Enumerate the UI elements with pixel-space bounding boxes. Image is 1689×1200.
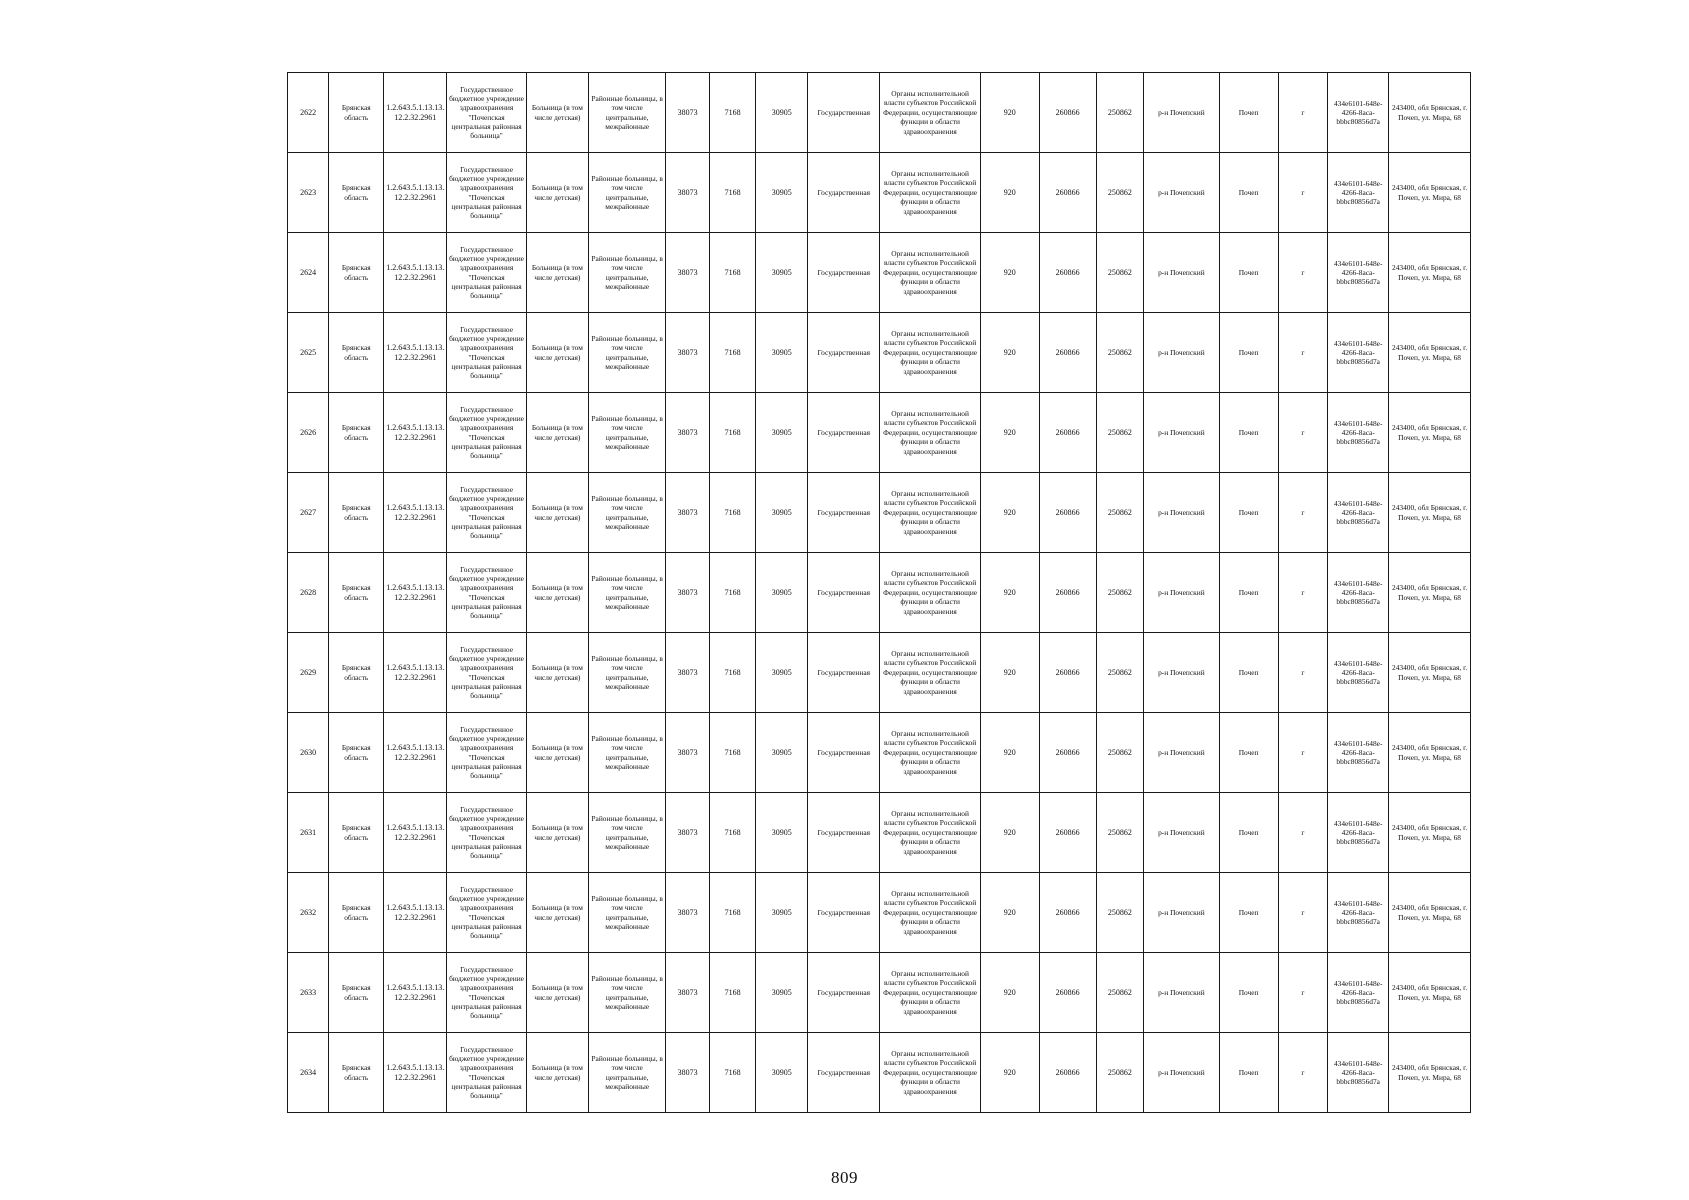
code-6-cell: 250862 — [1096, 953, 1144, 1033]
code-3-cell: 30905 — [756, 793, 808, 873]
authority-cell: Органы исполнительной власти субъектов Российской Федерации, осуществляющие функции в области здравоохранения — [880, 153, 980, 233]
facility-type-cell: Больница (в том числе детская) — [526, 473, 588, 553]
code-2-cell: 7168 — [709, 73, 756, 153]
code-4-cell: 920 — [980, 713, 1039, 793]
code-2-cell: 7168 — [709, 793, 756, 873]
code-1-cell: 38073 — [666, 73, 709, 153]
code-2-cell: 7168 — [709, 153, 756, 233]
row-number: 2623 — [288, 153, 329, 233]
city-cell: Почеп — [1219, 873, 1278, 953]
district-cell: р-н Почепский — [1144, 473, 1219, 553]
locality-type-cell: г — [1278, 873, 1328, 953]
code-6-cell: 250862 — [1096, 633, 1144, 713]
guid-cell: 434e6101-648e-4266-8aca-bbbc80856d7a — [1328, 553, 1389, 633]
facility-type-cell: Больница (в том числе детская) — [526, 553, 588, 633]
district-cell: р-н Почепский — [1144, 793, 1219, 873]
institution-name-cell: Государственное бюджетное учреждение здравоохранения "Почепская центральная районная больница" — [447, 153, 527, 233]
facility-subtype-cell: Районные больницы, в том числе центральные, межрайонные — [588, 473, 666, 553]
code-3-cell: 30905 — [756, 393, 808, 473]
facility-type-cell: Больница (в том числе детская) — [526, 73, 588, 153]
code-3-cell: 30905 — [756, 1033, 808, 1113]
guid-cell: 434e6101-648e-4266-8aca-bbbc80856d7a — [1328, 713, 1389, 793]
code-6-cell: 250862 — [1096, 793, 1144, 873]
city-cell: Почеп — [1219, 393, 1278, 473]
row-number: 2634 — [288, 1033, 329, 1113]
region-cell: Брянская область — [329, 793, 384, 873]
authority-cell: Органы исполнительной власти субъектов Российской Федерации, осуществляющие функции в области здравоохранения — [880, 553, 980, 633]
district-cell: р-н Почепский — [1144, 873, 1219, 953]
facility-type-cell: Больница (в том числе детская) — [526, 713, 588, 793]
oid-code-cell: 1.2.643.5.1.13.13.12.2.32.2961 — [384, 713, 447, 793]
facility-subtype-cell: Районные больницы, в том числе центральные, межрайонные — [588, 313, 666, 393]
code-6-cell: 250862 — [1096, 1033, 1144, 1113]
oid-code-cell: 1.2.643.5.1.13.13.12.2.32.2961 — [384, 1033, 447, 1113]
code-2-cell: 7168 — [709, 233, 756, 313]
address-cell: 243400, обл Брянская, г. Почеп, ул. Мира, 68 — [1389, 313, 1471, 393]
ownership-cell: Государственная — [808, 953, 880, 1033]
facility-subtype-cell: Районные больницы, в том числе центральные, межрайонные — [588, 713, 666, 793]
code-5-cell: 260866 — [1039, 473, 1096, 553]
row-number: 2631 — [288, 793, 329, 873]
code-4-cell: 920 — [980, 73, 1039, 153]
region-cell: Брянская область — [329, 633, 384, 713]
code-4-cell: 920 — [980, 393, 1039, 473]
address-cell: 243400, обл Брянская, г. Почеп, ул. Мира, 68 — [1389, 713, 1471, 793]
ownership-cell: Государственная — [808, 73, 880, 153]
guid-cell: 434e6101-648e-4266-8aca-bbbc80856d7a — [1328, 793, 1389, 873]
institution-name-cell: Государственное бюджетное учреждение здравоохранения "Почепская центральная районная больница" — [447, 1033, 527, 1113]
code-2-cell: 7168 — [709, 1033, 756, 1113]
authority-cell: Органы исполнительной власти субъектов Российской Федерации, осуществляющие функции в области здравоохранения — [880, 393, 980, 473]
guid-cell: 434e6101-648e-4266-8aca-bbbc80856d7a — [1328, 153, 1389, 233]
oid-code-cell: 1.2.643.5.1.13.13.12.2.32.2961 — [384, 153, 447, 233]
table-row — [288, 73, 1471, 153]
code-1-cell: 38073 — [666, 873, 709, 953]
registry-sheet — [287, 72, 1471, 1113]
code-3-cell: 30905 — [756, 233, 808, 313]
authority-cell: Органы исполнительной власти субъектов Российской Федерации, осуществляющие функции в области здравоохранения — [880, 1033, 980, 1113]
city-cell: Почеп — [1219, 153, 1278, 233]
guid-cell: 434e6101-648e-4266-8aca-bbbc80856d7a — [1328, 73, 1389, 153]
region-cell: Брянская область — [329, 953, 384, 1033]
table-row — [288, 713, 1471, 793]
facility-type-cell: Больница (в том числе детская) — [526, 793, 588, 873]
region-cell: Брянская область — [329, 553, 384, 633]
ownership-cell: Государственная — [808, 153, 880, 233]
page-number: 809 — [831, 1168, 858, 1187]
authority-cell: Органы исполнительной власти субъектов Российской Федерации, осуществляющие функции в области здравоохранения — [880, 633, 980, 713]
code-5-cell: 260866 — [1039, 313, 1096, 393]
ownership-cell: Государственная — [808, 713, 880, 793]
facility-type-cell: Больница (в том числе детская) — [526, 873, 588, 953]
region-cell: Брянская область — [329, 713, 384, 793]
facility-subtype-cell: Районные больницы, в том числе центральные, межрайонные — [588, 393, 666, 473]
row-number: 2627 — [288, 473, 329, 553]
code-6-cell: 250862 — [1096, 233, 1144, 313]
oid-code-cell: 1.2.643.5.1.13.13.12.2.32.2961 — [384, 553, 447, 633]
district-cell: р-н Почепский — [1144, 233, 1219, 313]
address-cell: 243400, обл Брянская, г. Почеп, ул. Мира, 68 — [1389, 473, 1471, 553]
code-4-cell: 920 — [980, 953, 1039, 1033]
code-1-cell: 38073 — [666, 233, 709, 313]
locality-type-cell: г — [1278, 633, 1328, 713]
guid-cell: 434e6101-648e-4266-8aca-bbbc80856d7a — [1328, 313, 1389, 393]
institution-name-cell: Государственное бюджетное учреждение здравоохранения "Почепская центральная районная больница" — [447, 393, 527, 473]
district-cell: р-н Почепский — [1144, 953, 1219, 1033]
code-6-cell: 250862 — [1096, 313, 1144, 393]
ownership-cell: Государственная — [808, 633, 880, 713]
locality-type-cell: г — [1278, 393, 1328, 473]
facility-type-cell: Больница (в том числе детская) — [526, 1033, 588, 1113]
row-number: 2630 — [288, 713, 329, 793]
code-1-cell: 38073 — [666, 953, 709, 1033]
code-6-cell: 250862 — [1096, 553, 1144, 633]
row-number: 2622 — [288, 73, 329, 153]
facility-type-cell: Больница (в том числе детская) — [526, 393, 588, 473]
district-cell: р-н Почепский — [1144, 393, 1219, 473]
address-cell: 243400, обл Брянская, г. Почеп, ул. Мира, 68 — [1389, 1033, 1471, 1113]
code-3-cell: 30905 — [756, 153, 808, 233]
institution-name-cell: Государственное бюджетное учреждение здравоохранения "Почепская центральная районная больница" — [447, 793, 527, 873]
facility-type-cell: Больница (в том числе детская) — [526, 153, 588, 233]
code-6-cell: 250862 — [1096, 393, 1144, 473]
authority-cell: Органы исполнительной власти субъектов Российской Федерации, осуществляющие функции в области здравоохранения — [880, 313, 980, 393]
code-3-cell: 30905 — [756, 873, 808, 953]
code-1-cell: 38073 — [666, 633, 709, 713]
oid-code-cell: 1.2.643.5.1.13.13.12.2.32.2961 — [384, 873, 447, 953]
table-row — [288, 313, 1471, 393]
institution-name-cell: Государственное бюджетное учреждение здравоохранения "Почепская центральная районная больница" — [447, 73, 527, 153]
locality-type-cell: г — [1278, 313, 1328, 393]
city-cell: Почеп — [1219, 1033, 1278, 1113]
code-4-cell: 920 — [980, 473, 1039, 553]
locality-type-cell: г — [1278, 1033, 1328, 1113]
oid-code-cell: 1.2.643.5.1.13.13.12.2.32.2961 — [384, 313, 447, 393]
authority-cell: Органы исполнительной власти субъектов Российской Федерации, осуществляющие функции в области здравоохранения — [880, 953, 980, 1033]
table-row — [288, 633, 1471, 713]
code-1-cell: 38073 — [666, 473, 709, 553]
code-2-cell: 7168 — [709, 473, 756, 553]
code-6-cell: 250862 — [1096, 873, 1144, 953]
row-number: 2625 — [288, 313, 329, 393]
code-3-cell: 30905 — [756, 313, 808, 393]
code-6-cell: 250862 — [1096, 153, 1144, 233]
code-3-cell: 30905 — [756, 633, 808, 713]
code-3-cell: 30905 — [756, 553, 808, 633]
district-cell: р-н Почепский — [1144, 313, 1219, 393]
ownership-cell: Государственная — [808, 793, 880, 873]
oid-code-cell: 1.2.643.5.1.13.13.12.2.32.2961 — [384, 793, 447, 873]
code-2-cell: 7168 — [709, 313, 756, 393]
institution-name-cell: Государственное бюджетное учреждение здравоохранения "Почепская центральная районная больница" — [447, 953, 527, 1033]
district-cell: р-н Почепский — [1144, 73, 1219, 153]
facility-type-cell: Больница (в том числе детская) — [526, 233, 588, 313]
registry-table — [287, 72, 1471, 1113]
facility-subtype-cell: Районные больницы, в том числе центральные, межрайонные — [588, 73, 666, 153]
code-2-cell: 7168 — [709, 713, 756, 793]
code-2-cell: 7168 — [709, 633, 756, 713]
address-cell: 243400, обл Брянская, г. Почеп, ул. Мира, 68 — [1389, 553, 1471, 633]
facility-subtype-cell: Районные больницы, в том числе центральные, межрайонные — [588, 553, 666, 633]
guid-cell: 434e6101-648e-4266-8aca-bbbc80856d7a — [1328, 473, 1389, 553]
district-cell: р-н Почепский — [1144, 713, 1219, 793]
code-4-cell: 920 — [980, 873, 1039, 953]
region-cell: Брянская область — [329, 153, 384, 233]
ownership-cell: Государственная — [808, 553, 880, 633]
guid-cell: 434e6101-648e-4266-8aca-bbbc80856d7a — [1328, 873, 1389, 953]
facility-subtype-cell: Районные больницы, в том числе центральные, межрайонные — [588, 153, 666, 233]
authority-cell: Органы исполнительной власти субъектов Российской Федерации, осуществляющие функции в области здравоохранения — [880, 233, 980, 313]
code-1-cell: 38073 — [666, 393, 709, 473]
region-cell: Брянская область — [329, 873, 384, 953]
locality-type-cell: г — [1278, 953, 1328, 1033]
table-row — [288, 553, 1471, 633]
city-cell: Почеп — [1219, 633, 1278, 713]
facility-subtype-cell: Районные больницы, в том числе центральные, межрайонные — [588, 873, 666, 953]
city-cell: Почеп — [1219, 73, 1278, 153]
authority-cell: Органы исполнительной власти субъектов Российской Федерации, осуществляющие функции в области здравоохранения — [880, 793, 980, 873]
code-2-cell: 7168 — [709, 553, 756, 633]
region-cell: Брянская область — [329, 393, 384, 473]
institution-name-cell: Государственное бюджетное учреждение здравоохранения "Почепская центральная районная больница" — [447, 553, 527, 633]
oid-code-cell: 1.2.643.5.1.13.13.12.2.32.2961 — [384, 233, 447, 313]
ownership-cell: Государственная — [808, 473, 880, 553]
code-5-cell: 260866 — [1039, 953, 1096, 1033]
address-cell: 243400, обл Брянская, г. Почеп, ул. Мира, 68 — [1389, 953, 1471, 1033]
locality-type-cell: г — [1278, 553, 1328, 633]
institution-name-cell: Государственное бюджетное учреждение здравоохранения "Почепская центральная районная больница" — [447, 713, 527, 793]
address-cell: 243400, обл Брянская, г. Почеп, ул. Мира, 68 — [1389, 233, 1471, 313]
row-number: 2626 — [288, 393, 329, 473]
code-3-cell: 30905 — [756, 73, 808, 153]
facility-type-cell: Больница (в том числе детская) — [526, 313, 588, 393]
code-4-cell: 920 — [980, 1033, 1039, 1113]
ownership-cell: Государственная — [808, 873, 880, 953]
code-2-cell: 7168 — [709, 393, 756, 473]
region-cell: Брянская область — [329, 233, 384, 313]
table-row — [288, 473, 1471, 553]
district-cell: р-н Почепский — [1144, 633, 1219, 713]
city-cell: Почеп — [1219, 793, 1278, 873]
region-cell: Брянская область — [329, 313, 384, 393]
table-row — [288, 1033, 1471, 1113]
guid-cell: 434e6101-648e-4266-8aca-bbbc80856d7a — [1328, 233, 1389, 313]
locality-type-cell: г — [1278, 793, 1328, 873]
code-5-cell: 260866 — [1039, 633, 1096, 713]
code-5-cell: 260866 — [1039, 1033, 1096, 1113]
code-4-cell: 920 — [980, 633, 1039, 713]
address-cell: 243400, обл Брянская, г. Почеп, ул. Мира, 68 — [1389, 873, 1471, 953]
facility-subtype-cell: Районные больницы, в том числе центральные, межрайонные — [588, 1033, 666, 1113]
code-4-cell: 920 — [980, 793, 1039, 873]
institution-name-cell: Государственное бюджетное учреждение здравоохранения "Почепская центральная районная больница" — [447, 473, 527, 553]
institution-name-cell: Государственное бюджетное учреждение здравоохранения "Почепская центральная районная больница" — [447, 233, 527, 313]
code-2-cell: 7168 — [709, 953, 756, 1033]
facility-subtype-cell: Районные больницы, в том числе центральные, межрайонные — [588, 233, 666, 313]
row-number: 2629 — [288, 633, 329, 713]
ownership-cell: Государственная — [808, 313, 880, 393]
locality-type-cell: г — [1278, 153, 1328, 233]
facility-subtype-cell: Районные больницы, в том числе центральные, межрайонные — [588, 953, 666, 1033]
region-cell: Брянская область — [329, 1033, 384, 1113]
table-row — [288, 153, 1471, 233]
region-cell: Брянская область — [329, 473, 384, 553]
code-5-cell: 260866 — [1039, 873, 1096, 953]
facility-subtype-cell: Районные больницы, в том числе центральные, межрайонные — [588, 633, 666, 713]
facility-type-cell: Больница (в том числе детская) — [526, 953, 588, 1033]
authority-cell: Органы исполнительной власти субъектов Российской Федерации, осуществляющие функции в области здравоохранения — [880, 873, 980, 953]
code-4-cell: 920 — [980, 153, 1039, 233]
guid-cell: 434e6101-648e-4266-8aca-bbbc80856d7a — [1328, 953, 1389, 1033]
ownership-cell: Государственная — [808, 233, 880, 313]
city-cell: Почеп — [1219, 473, 1278, 553]
city-cell: Почеп — [1219, 713, 1278, 793]
table-row — [288, 953, 1471, 1033]
code-1-cell: 38073 — [666, 1033, 709, 1113]
code-5-cell: 260866 — [1039, 393, 1096, 473]
code-1-cell: 38073 — [666, 313, 709, 393]
guid-cell: 434e6101-648e-4266-8aca-bbbc80856d7a — [1328, 1033, 1389, 1113]
code-1-cell: 38073 — [666, 553, 709, 633]
institution-name-cell: Государственное бюджетное учреждение здравоохранения "Почепская центральная районная больница" — [447, 873, 527, 953]
guid-cell: 434e6101-648e-4266-8aca-bbbc80856d7a — [1328, 633, 1389, 713]
district-cell: р-н Почепский — [1144, 553, 1219, 633]
oid-code-cell: 1.2.643.5.1.13.13.12.2.32.2961 — [384, 393, 447, 473]
table-row — [288, 873, 1471, 953]
code-5-cell: 260866 — [1039, 153, 1096, 233]
table-row — [288, 233, 1471, 313]
oid-code-cell: 1.2.643.5.1.13.13.12.2.32.2961 — [384, 473, 447, 553]
authority-cell: Органы исполнительной власти субъектов Российской Федерации, осуществляющие функции в области здравоохранения — [880, 473, 980, 553]
authority-cell: Органы исполнительной власти субъектов Российской Федерации, осуществляющие функции в области здравоохранения — [880, 713, 980, 793]
institution-name-cell: Государственное бюджетное учреждение здравоохранения "Почепская центральная районная больница" — [447, 313, 527, 393]
region-cell: Брянская область — [329, 73, 384, 153]
oid-code-cell: 1.2.643.5.1.13.13.12.2.32.2961 — [384, 73, 447, 153]
row-number: 2628 — [288, 553, 329, 633]
address-cell: 243400, обл Брянская, г. Почеп, ул. Мира, 68 — [1389, 393, 1471, 473]
authority-cell: Органы исполнительной власти субъектов Российской Федерации, осуществляющие функции в области здравоохранения — [880, 73, 980, 153]
code-2-cell: 7168 — [709, 873, 756, 953]
code-6-cell: 250862 — [1096, 473, 1144, 553]
code-3-cell: 30905 — [756, 713, 808, 793]
address-cell: 243400, обл Брянская, г. Почеп, ул. Мира, 68 — [1389, 153, 1471, 233]
city-cell: Почеп — [1219, 313, 1278, 393]
table-row — [288, 393, 1471, 473]
code-4-cell: 920 — [980, 553, 1039, 633]
code-1-cell: 38073 — [666, 793, 709, 873]
code-1-cell: 38073 — [666, 153, 709, 233]
district-cell: р-н Почепский — [1144, 153, 1219, 233]
address-cell: 243400, обл Брянская, г. Почеп, ул. Мира, 68 — [1389, 633, 1471, 713]
code-5-cell: 260866 — [1039, 713, 1096, 793]
code-6-cell: 250862 — [1096, 73, 1144, 153]
code-4-cell: 920 — [980, 233, 1039, 313]
locality-type-cell: г — [1278, 473, 1328, 553]
oid-code-cell: 1.2.643.5.1.13.13.12.2.32.2961 — [384, 633, 447, 713]
oid-code-cell: 1.2.643.5.1.13.13.12.2.32.2961 — [384, 953, 447, 1033]
code-5-cell: 260866 — [1039, 553, 1096, 633]
code-5-cell: 260866 — [1039, 233, 1096, 313]
facility-type-cell: Больница (в том числе детская) — [526, 633, 588, 713]
locality-type-cell: г — [1278, 233, 1328, 313]
locality-type-cell: г — [1278, 73, 1328, 153]
code-5-cell: 260866 — [1039, 73, 1096, 153]
code-4-cell: 920 — [980, 313, 1039, 393]
code-5-cell: 260866 — [1039, 793, 1096, 873]
city-cell: Почеп — [1219, 553, 1278, 633]
locality-type-cell: г — [1278, 713, 1328, 793]
code-6-cell: 250862 — [1096, 713, 1144, 793]
table-row — [288, 793, 1471, 873]
code-1-cell: 38073 — [666, 713, 709, 793]
district-cell: р-н Почепский — [1144, 1033, 1219, 1113]
code-3-cell: 30905 — [756, 953, 808, 1033]
row-number: 2624 — [288, 233, 329, 313]
address-cell: 243400, обл Брянская, г. Почеп, ул. Мира, 68 — [1389, 793, 1471, 873]
city-cell: Почеп — [1219, 233, 1278, 313]
row-number: 2632 — [288, 873, 329, 953]
ownership-cell: Государственная — [808, 393, 880, 473]
address-cell: 243400, обл Брянская, г. Почеп, ул. Мира, 68 — [1389, 73, 1471, 153]
facility-subtype-cell: Районные больницы, в том числе центральные, межрайонные — [588, 793, 666, 873]
institution-name-cell: Государственное бюджетное учреждение здравоохранения "Почепская центральная районная больница" — [447, 633, 527, 713]
ownership-cell: Государственная — [808, 1033, 880, 1113]
row-number: 2633 — [288, 953, 329, 1033]
city-cell: Почеп — [1219, 953, 1278, 1033]
code-3-cell: 30905 — [756, 473, 808, 553]
guid-cell: 434e6101-648e-4266-8aca-bbbc80856d7a — [1328, 393, 1389, 473]
registry-body — [288, 73, 1471, 1113]
